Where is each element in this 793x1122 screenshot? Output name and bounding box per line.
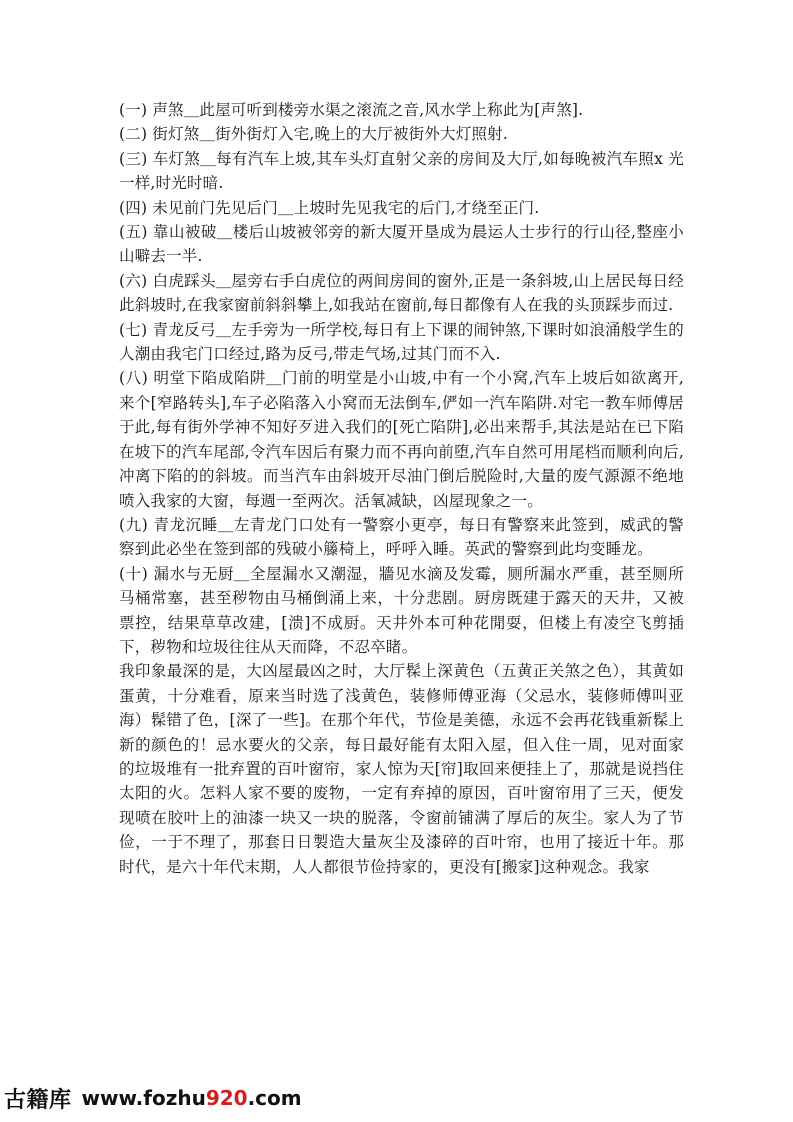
list-item: (二) 街灯煞＿街外街灯入宅,晚上的大厅被街外大灯照射.	[119, 125, 508, 144]
document-body	[119, 98, 684, 879]
list-item: (五) 靠山被破＿楼后山坡被邻旁的新大厦开垦成为晨运人士步行的行山径,整座小山噼去一半.	[119, 223, 684, 266]
body-paragraph: 我印象最深的是，大凶屋最凶之时，大厅髹上深黄色（五黄正关煞之色），其黄如蛋黄，十分难看，原来当时选了浅黄色，装修师傅亚海（父忌水，装修师傅叫亚海）髹错了色，[深了一些]。在那个年代，节俭是美德，永远不会再花钱重新髹上新的颜色的！忌水要火的父亲，每日最好能有太阳入屋，但入住一周，见对面家的垃圾堆有一批弃置的百叶窗帘，家人惊为天[帘]取回来便挂上了，那就是说挡住太阳的火。怎料人家不要的废物，一定有弃掉的原因，百叶窗帘用了三天，便发现喷在胶叶上的油漆一块又一块的脱落，令窗前铺满了厚后的灰尘。家人为了节俭，一于不理了，那套日日製造大量灰尘及漆碎的百叶帘，也用了接近十年。那时代，是六十年代末期，人人都很节俭持家的，更没有[搬家]这种观念。我家	[119, 662, 684, 876]
site-brand: 古籍库	[4, 1087, 72, 1113]
site-url	[82, 1086, 302, 1110]
list-item: (三) 车灯煞＿每有汽车上坡,其车头灯直射父亲的房间及大厅,如每晚被汽车照x 光一样,时光时暗.	[119, 149, 684, 193]
site-url-number: 920	[205, 1086, 248, 1110]
list-item: (四) 未见前门先见后门＿上坡时先见我宅的后门,才绕至正门.	[119, 198, 540, 217]
list-item: (八) 明堂下陷成陷阱＿门前的明堂是小山坡,中有一个小窝,汽车上坡后如欲离开,来个[窄路转头],车子必陷落入小窝而无法倒车,俨如一汽车陷阱.对宅一教车师傅居于此,每有街外学神不知好歹进入我们的[死亡陷阱],必出来帮手,其法是站在已下陷在坡下的汽车尾部,令汽车因后有聚力而不再向前堕,汽车自然可用尾档而顺利向后,冲离下陷的的斜坡。而当汽车由斜坡开尽油门倒后脱险时,大量的废气源源不绝地喷入我家的大窗，每週一至两次。活氧减缺，凶屋现象之一。	[119, 369, 684, 510]
list-item: (九) 青龙沉睡＿左青龙门口处有一警察小更亭，每日有警察来此签到，威武的警察到此必坐在签到部的残破小籐椅上，呼呼入睡。英武的警察到此均变睡龙。	[119, 515, 684, 559]
footer-watermark	[4, 1081, 304, 1115]
site-url-suffix: .com	[247, 1086, 302, 1110]
site-url-prefix: www.fozhu	[81, 1086, 206, 1110]
list-item: (七) 青龙反弓＿左手旁为一所学校,每日有上下课的闹钟煞,下课时如浪涌般学生的人潮由我宅门口经过,路为反弓,带走气场,过其门而不入.	[119, 320, 684, 364]
list-item: (一) 声煞＿此屋可听到楼旁水渠之滚流之音,风水学上称此为[声煞].	[119, 101, 584, 119]
list-item: (十) 漏水与无厨＿全屋漏水又潮湿，牆见水滴及发霉，厕所漏水严重，甚至厕所马桶常塞，甚至秽物由马桶倒涌上来，十分悲剧。厨房既建于露天的天井，又被票控，结果草草改建，[溃]不成厨。天井外本可种花閒耍，但楼上有凌空飞剪插下，秽物和垃圾往往从天而降，不忍卒睹。	[119, 564, 684, 656]
list-item: (六) 白虎踩头＿屋旁右手白虎位的两间房间的窗外,正是一条斜坡,山上居民每日经此斜坡时,在我家窗前斜斜攀上,如我站在窗前,每日都像有人在我的头顶踩步而过.	[119, 271, 684, 315]
